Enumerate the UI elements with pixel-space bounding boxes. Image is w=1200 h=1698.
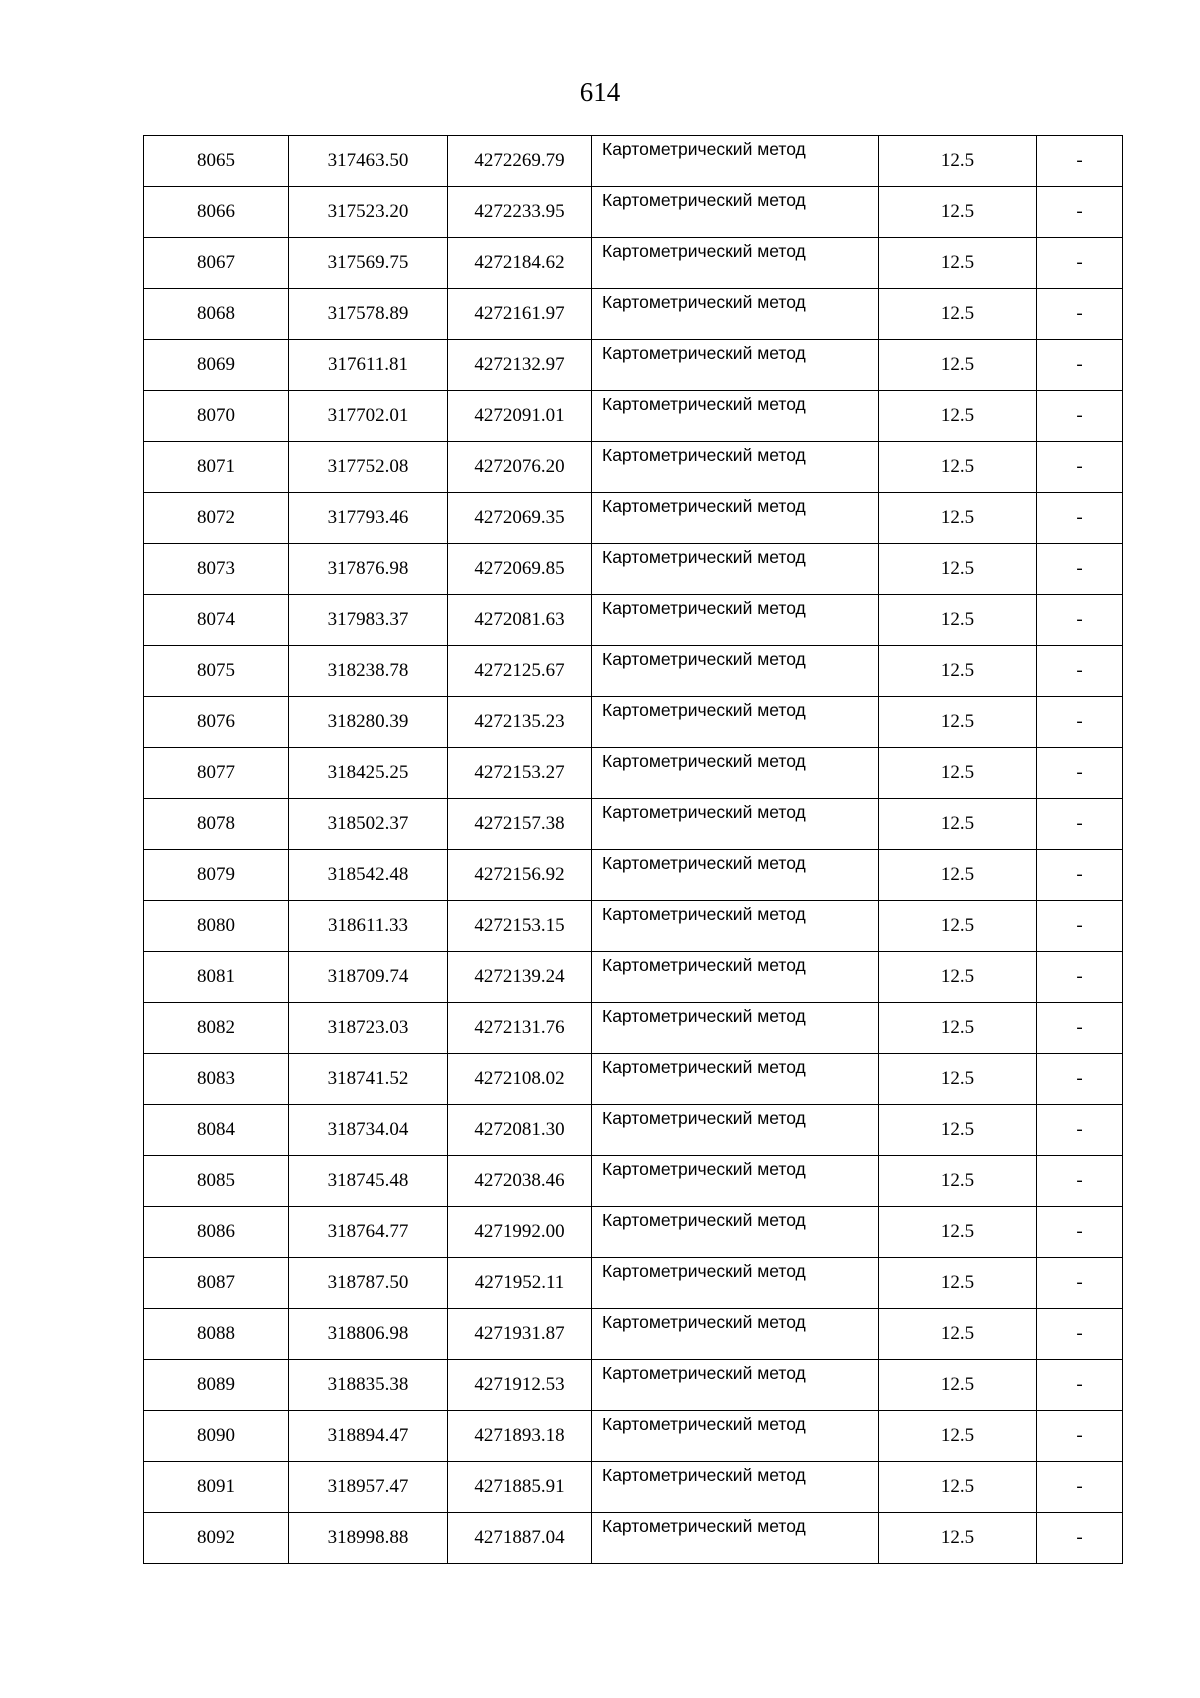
accuracy-cell: 12.5 — [879, 493, 1037, 544]
point-number-cell: 8080 — [144, 901, 289, 952]
accuracy-cell: 12.5 — [879, 187, 1037, 238]
note-cell: - — [1037, 1258, 1123, 1309]
x-coordinate-cell: 317611.81 — [289, 340, 448, 391]
note-cell: - — [1037, 238, 1123, 289]
point-number-cell: 8072 — [144, 493, 289, 544]
table-row — [144, 442, 1123, 493]
note-cell: - — [1037, 136, 1123, 187]
point-number-cell: 8071 — [144, 442, 289, 493]
method-cell: Картометрический метод — [592, 238, 879, 289]
table-row — [144, 136, 1123, 187]
point-number-cell: 8070 — [144, 391, 289, 442]
y-coordinate-cell: 4272132.97 — [448, 340, 592, 391]
x-coordinate-cell: 317983.37 — [289, 595, 448, 646]
accuracy-cell: 12.5 — [879, 595, 1037, 646]
point-number-cell: 8067 — [144, 238, 289, 289]
x-coordinate-cell: 318238.78 — [289, 646, 448, 697]
x-coordinate-cell: 318502.37 — [289, 799, 448, 850]
accuracy-cell: 12.5 — [879, 1309, 1037, 1360]
method-cell: Картометрический метод — [592, 901, 879, 952]
accuracy-cell: 12.5 — [879, 1054, 1037, 1105]
table-row — [144, 238, 1123, 289]
method-cell: Картометрический метод — [592, 1462, 879, 1513]
table-row — [144, 1003, 1123, 1054]
point-number-cell: 8077 — [144, 748, 289, 799]
table-row — [144, 1360, 1123, 1411]
accuracy-cell: 12.5 — [879, 1462, 1037, 1513]
x-coordinate-cell: 317578.89 — [289, 289, 448, 340]
x-coordinate-cell: 318611.33 — [289, 901, 448, 952]
y-coordinate-cell: 4272139.24 — [448, 952, 592, 1003]
note-cell: - — [1037, 748, 1123, 799]
y-coordinate-cell: 4271952.11 — [448, 1258, 592, 1309]
accuracy-cell: 12.5 — [879, 850, 1037, 901]
point-number-cell: 8092 — [144, 1513, 289, 1564]
table-row — [144, 1207, 1123, 1258]
y-coordinate-cell: 4272153.15 — [448, 901, 592, 952]
method-cell: Картометрический метод — [592, 1309, 879, 1360]
x-coordinate-cell: 317569.75 — [289, 238, 448, 289]
y-coordinate-cell: 4272131.76 — [448, 1003, 592, 1054]
note-cell: - — [1037, 1003, 1123, 1054]
table-row — [144, 1462, 1123, 1513]
y-coordinate-cell: 4272069.85 — [448, 544, 592, 595]
method-cell: Картометрический метод — [592, 1207, 879, 1258]
table-row — [144, 697, 1123, 748]
method-cell: Картометрический метод — [592, 1360, 879, 1411]
point-number-cell: 8087 — [144, 1258, 289, 1309]
table-row — [144, 1513, 1123, 1564]
point-number-cell: 8091 — [144, 1462, 289, 1513]
note-cell: - — [1037, 799, 1123, 850]
table-row — [144, 544, 1123, 595]
x-coordinate-cell: 318542.48 — [289, 850, 448, 901]
method-cell: Картометрический метод — [592, 595, 879, 646]
x-coordinate-cell: 318709.74 — [289, 952, 448, 1003]
note-cell: - — [1037, 442, 1123, 493]
x-coordinate-cell: 318894.47 — [289, 1411, 448, 1462]
note-cell: - — [1037, 1360, 1123, 1411]
method-cell: Картометрический метод — [592, 1258, 879, 1309]
method-cell: Картометрический метод — [592, 136, 879, 187]
method-cell: Картометрический метод — [592, 1003, 879, 1054]
point-number-cell: 8075 — [144, 646, 289, 697]
accuracy-cell: 12.5 — [879, 289, 1037, 340]
note-cell: - — [1037, 1411, 1123, 1462]
method-cell: Картометрический метод — [592, 442, 879, 493]
table-row — [144, 1411, 1123, 1462]
method-cell: Картометрический метод — [592, 1513, 879, 1564]
accuracy-cell: 12.5 — [879, 1105, 1037, 1156]
point-number-cell: 8081 — [144, 952, 289, 1003]
table-row — [144, 340, 1123, 391]
x-coordinate-cell: 317523.20 — [289, 187, 448, 238]
method-cell: Картометрический метод — [592, 340, 879, 391]
table-body — [144, 136, 1123, 1564]
table-row — [144, 952, 1123, 1003]
y-coordinate-cell: 4272153.27 — [448, 748, 592, 799]
point-number-cell: 8089 — [144, 1360, 289, 1411]
table-row — [144, 799, 1123, 850]
x-coordinate-cell: 317752.08 — [289, 442, 448, 493]
page-number: 614 — [579, 77, 621, 107]
x-coordinate-cell: 318998.88 — [289, 1513, 448, 1564]
y-coordinate-cell: 4272076.20 — [448, 442, 592, 493]
accuracy-cell: 12.5 — [879, 1411, 1037, 1462]
y-coordinate-cell: 4272038.46 — [448, 1156, 592, 1207]
x-coordinate-cell: 318957.47 — [289, 1462, 448, 1513]
method-cell: Картометрический метод — [592, 952, 879, 1003]
table-row — [144, 646, 1123, 697]
table-row — [144, 1156, 1123, 1207]
y-coordinate-cell: 4271893.18 — [448, 1411, 592, 1462]
y-coordinate-cell: 4272081.30 — [448, 1105, 592, 1156]
accuracy-cell: 12.5 — [879, 1513, 1037, 1564]
note-cell: - — [1037, 952, 1123, 1003]
table-row — [144, 850, 1123, 901]
table-row — [144, 187, 1123, 238]
method-cell: Картометрический метод — [592, 187, 879, 238]
point-number-cell: 8079 — [144, 850, 289, 901]
y-coordinate-cell: 4271931.87 — [448, 1309, 592, 1360]
method-cell: Картометрический метод — [592, 748, 879, 799]
point-number-cell: 8066 — [144, 187, 289, 238]
note-cell: - — [1037, 289, 1123, 340]
x-coordinate-cell: 318741.52 — [289, 1054, 448, 1105]
accuracy-cell: 12.5 — [879, 544, 1037, 595]
note-cell: - — [1037, 901, 1123, 952]
x-coordinate-cell: 318745.48 — [289, 1156, 448, 1207]
accuracy-cell: 12.5 — [879, 748, 1037, 799]
method-cell: Картометрический метод — [592, 799, 879, 850]
y-coordinate-cell: 4272269.79 — [448, 136, 592, 187]
note-cell: - — [1037, 493, 1123, 544]
method-cell: Картометрический метод — [592, 544, 879, 595]
point-number-cell: 8083 — [144, 1054, 289, 1105]
table-row — [144, 289, 1123, 340]
x-coordinate-cell: 318806.98 — [289, 1309, 448, 1360]
accuracy-cell: 12.5 — [879, 1003, 1037, 1054]
table-row — [144, 901, 1123, 952]
accuracy-cell: 12.5 — [879, 442, 1037, 493]
y-coordinate-cell: 4272108.02 — [448, 1054, 592, 1105]
table-row — [144, 391, 1123, 442]
table-row — [144, 748, 1123, 799]
note-cell: - — [1037, 1105, 1123, 1156]
point-number-cell: 8086 — [144, 1207, 289, 1258]
x-coordinate-cell: 317702.01 — [289, 391, 448, 442]
accuracy-cell: 12.5 — [879, 238, 1037, 289]
note-cell: - — [1037, 850, 1123, 901]
y-coordinate-cell: 4272069.35 — [448, 493, 592, 544]
table-row — [144, 1054, 1123, 1105]
table-row — [144, 595, 1123, 646]
coordinates-table — [143, 135, 1123, 1564]
note-cell: - — [1037, 595, 1123, 646]
x-coordinate-cell: 318723.03 — [289, 1003, 448, 1054]
note-cell: - — [1037, 1054, 1123, 1105]
y-coordinate-cell: 4271887.04 — [448, 1513, 592, 1564]
point-number-cell: 8076 — [144, 697, 289, 748]
y-coordinate-cell: 4271912.53 — [448, 1360, 592, 1411]
y-coordinate-cell: 4272081.63 — [448, 595, 592, 646]
note-cell: - — [1037, 544, 1123, 595]
note-cell: - — [1037, 1309, 1123, 1360]
x-coordinate-cell: 318835.38 — [289, 1360, 448, 1411]
point-number-cell: 8084 — [144, 1105, 289, 1156]
y-coordinate-cell: 4272184.62 — [448, 238, 592, 289]
accuracy-cell: 12.5 — [879, 1156, 1037, 1207]
point-number-cell: 8069 — [144, 340, 289, 391]
accuracy-cell: 12.5 — [879, 340, 1037, 391]
x-coordinate-cell: 318734.04 — [289, 1105, 448, 1156]
method-cell: Картометрический метод — [592, 289, 879, 340]
y-coordinate-cell: 4272091.01 — [448, 391, 592, 442]
point-number-cell: 8073 — [144, 544, 289, 595]
method-cell: Картометрический метод — [592, 697, 879, 748]
y-coordinate-cell: 4271885.91 — [448, 1462, 592, 1513]
table-row — [144, 1258, 1123, 1309]
method-cell: Картометрический метод — [592, 1054, 879, 1105]
point-number-cell: 8090 — [144, 1411, 289, 1462]
note-cell: - — [1037, 1156, 1123, 1207]
point-number-cell: 8065 — [144, 136, 289, 187]
note-cell: - — [1037, 646, 1123, 697]
accuracy-cell: 12.5 — [879, 1258, 1037, 1309]
x-coordinate-cell: 318787.50 — [289, 1258, 448, 1309]
table-row — [144, 1309, 1123, 1360]
accuracy-cell: 12.5 — [879, 697, 1037, 748]
point-number-cell: 8068 — [144, 289, 289, 340]
point-number-cell: 8074 — [144, 595, 289, 646]
x-coordinate-cell: 318425.25 — [289, 748, 448, 799]
note-cell: - — [1037, 1462, 1123, 1513]
table-row — [144, 1105, 1123, 1156]
accuracy-cell: 12.5 — [879, 136, 1037, 187]
accuracy-cell: 12.5 — [879, 1360, 1037, 1411]
accuracy-cell: 12.5 — [879, 391, 1037, 442]
accuracy-cell: 12.5 — [879, 901, 1037, 952]
method-cell: Картометрический метод — [592, 646, 879, 697]
point-number-cell: 8078 — [144, 799, 289, 850]
y-coordinate-cell: 4272135.23 — [448, 697, 592, 748]
note-cell: - — [1037, 340, 1123, 391]
note-cell: - — [1037, 697, 1123, 748]
method-cell: Картометрический метод — [592, 493, 879, 544]
x-coordinate-cell: 317876.98 — [289, 544, 448, 595]
accuracy-cell: 12.5 — [879, 646, 1037, 697]
point-number-cell: 8088 — [144, 1309, 289, 1360]
table-row — [144, 493, 1123, 544]
x-coordinate-cell: 317793.46 — [289, 493, 448, 544]
y-coordinate-cell: 4272161.97 — [448, 289, 592, 340]
method-cell: Картометрический метод — [592, 1105, 879, 1156]
y-coordinate-cell: 4272156.92 — [448, 850, 592, 901]
method-cell: Картометрический метод — [592, 1411, 879, 1462]
note-cell: - — [1037, 391, 1123, 442]
method-cell: Картометрический метод — [592, 391, 879, 442]
y-coordinate-cell: 4271992.00 — [448, 1207, 592, 1258]
accuracy-cell: 12.5 — [879, 952, 1037, 1003]
x-coordinate-cell: 318280.39 — [289, 697, 448, 748]
method-cell: Картометрический метод — [592, 850, 879, 901]
note-cell: - — [1037, 1207, 1123, 1258]
method-cell: Картометрический метод — [592, 1156, 879, 1207]
y-coordinate-cell: 4272233.95 — [448, 187, 592, 238]
accuracy-cell: 12.5 — [879, 1207, 1037, 1258]
y-coordinate-cell: 4272125.67 — [448, 646, 592, 697]
x-coordinate-cell: 318764.77 — [289, 1207, 448, 1258]
point-number-cell: 8085 — [144, 1156, 289, 1207]
accuracy-cell: 12.5 — [879, 799, 1037, 850]
x-coordinate-cell: 317463.50 — [289, 136, 448, 187]
note-cell: - — [1037, 187, 1123, 238]
note-cell: - — [1037, 1513, 1123, 1564]
point-number-cell: 8082 — [144, 1003, 289, 1054]
y-coordinate-cell: 4272157.38 — [448, 799, 592, 850]
